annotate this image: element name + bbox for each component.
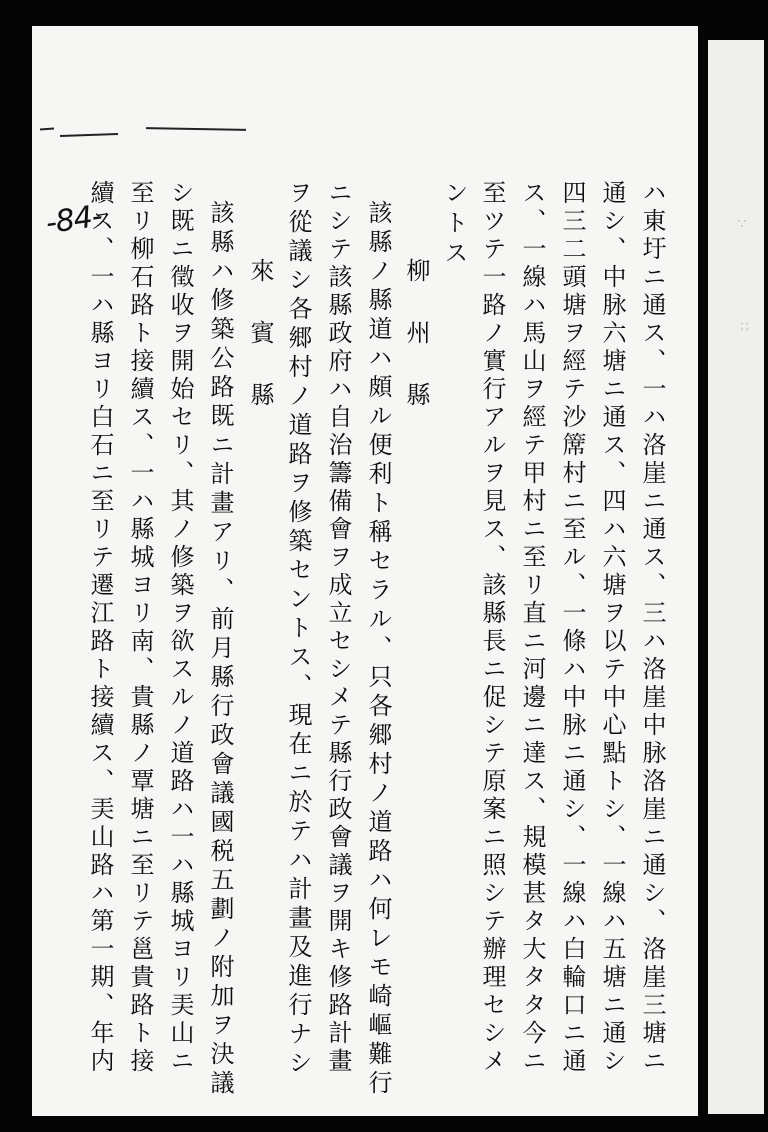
text-column: 通シ、中脉六塘ニ通ス、四ハ六塘ヲ以テ中心點トシ、一線ハ五塘ニ通シ (598, 180, 626, 1076)
text-column: ントス (440, 180, 468, 270)
text-column: 該縣ノ縣道ハ頗ル便利ト稱セラル、只各郷村ノ道路ハ何レモ崎嶇難行 (364, 200, 392, 1099)
text-column: ヲ從議シ各郷村ノ道路ヲ修築セントス、現在ニ於テハ計畫及進行ナシ (284, 180, 312, 1079)
text-column: シ既ニ徵收ヲ開始セリ、其ノ修築ヲ欲スルノ道路ハ一ハ縣城ヨリ㺯山ニ (166, 180, 194, 1076)
section-heading: 來賓縣 (246, 258, 274, 444)
text-column: ハ東圩ニ通ス、一ハ洛崖ニ通ス、三ハ洛崖中脉洛崖ニ通シ、洛崖三塘ニ (638, 180, 666, 1076)
text-column: 至ツテ一路ノ實行アルヲ見ス、該縣長ニ促シテ原案ニ照シテ辦理セシメ (478, 180, 506, 1076)
adjacent-page-edge (708, 40, 764, 1114)
text-column: 至リ柳石路ト接續ス、一ハ縣城ヨリ南、貴縣ノ覃塘ニ至リテ邕貴路ト接 (126, 180, 154, 1076)
text-column: 四三二頭塘ヲ經テ沙𥱊村ニ至ル、一條ハ中脉ニ通シ、一線ハ白輪口ニ通 (558, 180, 586, 1076)
text-column: ニシテ該縣政府ハ自治籌備會ヲ成立セシメテ縣行政會議ヲ開キ修路計畫 (324, 180, 352, 1076)
text-column: 該縣ハ修築公路既ニ計畫アリ、前月縣行政會議國税五劃ノ附加ヲ決議 (206, 200, 234, 1099)
bleed-through-mark: ∵ (734, 216, 750, 232)
bleed-through-mark: ∷ (736, 322, 752, 331)
text-column: ス、一線ハ馬山ヲ經テ甲村ニ至リ直ニ河邊ニ達ス、規模甚タ大タタ今ニ (518, 180, 546, 1076)
text-column: 續ス、一ハ縣ヨリ白石ニ至リテ遷江路ト接續ス、㺯山路ハ第一期、年内 (86, 180, 114, 1076)
page-number: -84- (43, 198, 104, 242)
section-heading: 柳州縣 (402, 258, 430, 444)
